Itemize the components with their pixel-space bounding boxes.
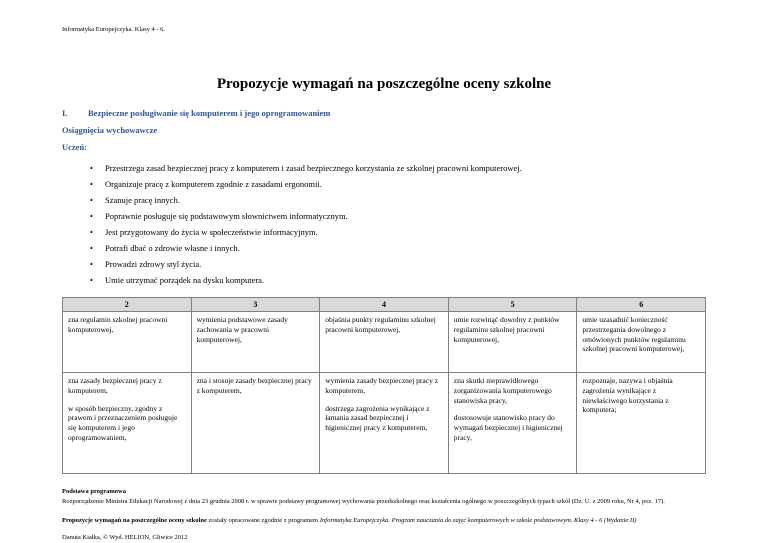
- curriculum-basis-title: Podstawa programowa: [62, 488, 126, 495]
- requirement-text: rozpoznaje, nazywa i objaśnia zagrożenia wynikające z niewłaściwego korzystania z komputera;: [582, 376, 673, 415]
- achievement-item: • Umie utrzymać porządek na dysku komputera.: [62, 272, 706, 288]
- table-row: [63, 373, 706, 474]
- requirement-cell: [448, 373, 577, 474]
- section-heading: [62, 108, 706, 118]
- program-note-bold: Propozycje wymagań na poszczególne oceny szkolne: [62, 516, 207, 524]
- grade-column-header: 2: [63, 298, 192, 312]
- running-header: Informatyka Europejczyka. Klasy 4 - 6.: [62, 26, 166, 33]
- requirement-cell: [191, 373, 320, 474]
- achievement-item: • Prowadzi zdrowy styl życia.: [62, 256, 706, 272]
- page-footer: [62, 487, 706, 543]
- student-label: Uczeń:: [62, 142, 88, 152]
- grade-column-header: 4: [320, 298, 449, 312]
- requirement-cell: [320, 312, 449, 373]
- requirement-text: zna i stosuje zasady bezpiecznej pracy z komputerem,: [196, 376, 312, 395]
- achievement-item: • Organizuje pracę z komputerem zgodnie z zasadami ergonomii.: [62, 176, 706, 192]
- requirement-text: wymienia zasady bezpiecznej pracy z komputerem,: [325, 376, 439, 395]
- requirement-cell: [63, 312, 192, 373]
- requirement-text: dostosowuje stanowisko pracy do wymagań bezpiecznej i higienicznej pracy,: [453, 413, 563, 442]
- table-header-row: [63, 298, 706, 312]
- requirement-text: zna skutki nieprawidłowego zorganizowania komputerowego stanowiska pracy,: [453, 376, 552, 405]
- table-row: [63, 312, 706, 373]
- achievements-list: [62, 160, 706, 288]
- requirement-text: dostrzega zagrożenia wynikające z łamania zasad bezpiecznej i higienicznej pracy z komputerem,: [325, 403, 430, 432]
- grade-column-header: 3: [191, 298, 320, 312]
- achievement-item: • Szanuje pracę innych.: [62, 192, 706, 208]
- achievement-item: • Poprawnie posługuje się podstawowym słownictwem informatycznym.: [62, 208, 706, 224]
- author-line: Danuta Kiałka, © Wyd. HELION, Gliwice 2012: [62, 534, 188, 542]
- subsection-heading: Osiągnięcia wychowawcze: [62, 125, 158, 135]
- achievement-item: • Przestrzega zasad bezpiecznej pracy z komputerem i zasad bezpiecznego korzystania ze szkolnej pracowni komputerowej.: [62, 160, 706, 176]
- grade-requirements-table: [62, 297, 706, 474]
- requirement-text: objaśnia punkty regulaminu szkolnej pracowni komputerowej,: [325, 315, 436, 334]
- section-number: I.: [62, 108, 68, 118]
- program-note-text: zostały opracowane zgodnie z programem: [206, 516, 320, 524]
- requirement-text: umie uzasadnić konieczność przestrzegania dowolnego z omówionych punktów regulaminu szkolnej pracowni komputerowej,: [582, 315, 686, 354]
- achievement-item: • Jest przygotowany do życia w społeczeństwie informacyjnym.: [62, 224, 706, 240]
- requirement-text: w sposób bezpieczny, zgodny z prawem i przeznaczeniem posługuje się komputerem i jego oprogramowaniem,: [68, 403, 178, 442]
- requirement-cell: [63, 373, 192, 474]
- requirement-text: zna zasady bezpiecznej pracy z komputerem,: [68, 376, 162, 395]
- requirement-text: zna regulamin szkolnej pracowni komputerowej,: [68, 315, 168, 334]
- program-note: [62, 516, 706, 526]
- requirement-cell: [448, 312, 577, 373]
- grade-column-header: 6: [577, 298, 706, 312]
- requirement-cell: [320, 373, 449, 474]
- section-heading-text: Bezpieczne posługiwanie się komputerem i jego oprogramowaniem: [88, 108, 331, 118]
- program-note-title: Informatyka Europejczyka. Program nauczania do zajęć komputerowych w szkole podstawowym. Klasy 4 - 6 (Wydanie II): [319, 516, 637, 524]
- requirement-cell: [577, 312, 706, 373]
- curriculum-basis-text: Rozporządzenie Ministra Edukacji Narodowej z dnia 23 grudnia 2008 r. w sprawie podstawy programowej wychowania przedszkolnego oraz kształcenia ogólnego w poszczególnych typach szkół (Dz. U. z 2009 roku, Nr 4, poz. 17).: [62, 497, 665, 505]
- requirement-cell: [577, 373, 706, 474]
- achievement-item: • Potrafi dbać o zdrowie własne i innych.: [62, 240, 706, 256]
- grade-column-header: 5: [448, 298, 577, 312]
- requirement-cell: [191, 312, 320, 373]
- page-title: Propozycje wymagań na poszczególne oceny szkolne: [216, 76, 552, 92]
- requirement-text: umie rozwinąć dowolny z punktów regulaminu szkolnej pracowni komputerowej,: [453, 315, 560, 344]
- requirement-text: wymienia podstawowe zasady zachowania w pracowni komputerowej,: [196, 315, 288, 344]
